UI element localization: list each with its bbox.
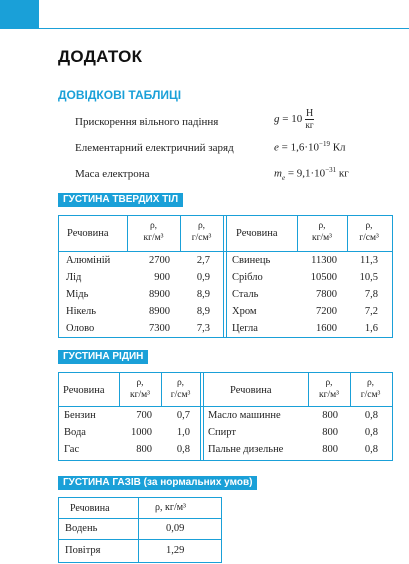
solids-banner: ГУСТИНА ТВЕРДИХ ТІЛ [58,193,183,207]
liquids-left-cell: 800 [136,444,152,455]
constant-label-me: Маса електрона [75,168,150,180]
solids-left-cell: Мідь [66,289,89,300]
liquids-right-cell: 800 [322,444,338,455]
liquids-right-cell: 800 [322,410,338,421]
liquids-left-cell: 1,0 [176,427,190,438]
solids-left-cell: 8900 [149,289,170,300]
liquids-header-rho2-left: ρ, г/см³ [170,378,191,400]
solids-right-cell: 7,8 [364,289,378,300]
solids-left-cell: 8,9 [196,306,210,317]
solids-right-cell: 11,3 [360,255,378,266]
liquids-right-cell: 0,8 [364,427,378,438]
liquids-right-cell: 0,8 [364,444,378,455]
solids-right-cell: 1,6 [364,323,378,334]
solids-divider [223,215,224,338]
solids-left-cell: 7300 [149,323,170,334]
solids-header-substance-right: Речовина [236,228,278,239]
liquids-left-cell: 0,7 [176,410,190,421]
solids-left-cell: Лід [66,272,82,283]
solids-right-cell: 10,5 [359,272,378,283]
gases-row-value: 0,09 [166,523,185,534]
solids-left-cell: 8900 [149,306,170,317]
liquids-left-cell: Вода [64,427,86,438]
section-title: ДОВІДКОВІ ТАБЛИЦІ [58,88,182,102]
solids-left-cell: 900 [154,272,170,283]
liquids-left-cell: Бензин [64,410,96,421]
solids-right-cell: 7,2 [364,306,378,317]
liquids-right-cell: Спирт [208,427,236,438]
liquids-left-cell: 1000 [131,427,152,438]
solids-left-cell: 8,9 [196,289,210,300]
solids-left-cell: 7,3 [196,323,210,334]
solids-right-cell: 10500 [310,272,337,283]
solids-left-cell: 0,9 [196,272,210,283]
corner-accent [0,0,39,29]
solids-right-cell: Срібло [232,272,263,283]
gases-header-substance: Речовина [70,503,110,514]
header-rule [0,28,409,29]
gases-row-value: 1,29 [166,545,185,556]
solids-right-cell: Хром [232,306,257,317]
solids-right-cell: Цегла [232,323,258,334]
solids-header-rho2-left: ρ, г/см³ [191,221,212,243]
liquids-right-cell: Масло машинне [208,410,281,421]
solids-header-substance-left: Речовина [67,228,109,239]
constant-value-e: $e = 1,6\cdot 10^{-19}$ Кл [274,140,346,154]
liquids-right-cell: 800 [322,427,338,438]
solids-header-rho1-right: ρ, кг/м³ [311,221,332,243]
liquids-header-rho1-left: ρ, кг/м³ [129,378,150,400]
liquids-right-cell: Пальне дизельне [208,444,284,455]
liquids-banner: ГУСТИНА РІДИН [58,350,148,364]
constant-value-me: $m_e = 9,1\cdot 10^{-31}$ кг [274,166,349,182]
gases-row-substance: Повітря [65,545,101,556]
solids-right-cell: Сталь [232,289,259,300]
page-title: ДОДАТОК [58,47,143,66]
solids-left-cell: Олово [66,323,95,334]
liquids-left-cell: 700 [136,410,152,421]
solids-left-cell: Нікель [66,306,97,317]
constant-label-e: Елементарний електричний заряд [75,142,234,154]
constant-value-g: g = 10 $\frac{Н}{кг}$ [274,108,314,130]
liquids-left-cell: Гас [64,444,80,455]
liquids-header-substance-left: Речовина [63,385,105,396]
liquids-left-cell: 0,8 [176,444,190,455]
solids-right-cell: Свинець [232,255,271,266]
solids-left-cell: 2700 [149,255,170,266]
liquids-header-rho1-right: ρ, кг/м³ [318,378,339,400]
gases-banner: ГУСТИНА ГАЗІВ (за нормальних умов) [58,476,257,490]
liquids-divider [200,372,201,461]
solids-right-cell: 7200 [316,306,337,317]
solids-left-cell: 2,7 [196,255,210,266]
solids-left-cell: Алюміній [66,255,111,266]
solids-right-cell: 7800 [316,289,337,300]
gases-row-substance: Водень [65,523,98,534]
liquids-right-cell: 0,8 [364,410,378,421]
liquids-header-rho2-right: ρ, г/см³ [360,378,381,400]
solids-header-rho2-right: ρ, г/см³ [359,221,379,243]
gases-header-rho: ρ, кг/м³ [155,502,187,513]
liquids-header-substance-right: Речовина [230,385,272,396]
solids-right-cell: 1600 [316,323,337,334]
constant-label-g: Прискорення вільного падіння [75,116,219,128]
solids-right-cell: 11300 [311,255,337,266]
solids-header-rho1-left: ρ, кг/м³ [143,221,164,243]
